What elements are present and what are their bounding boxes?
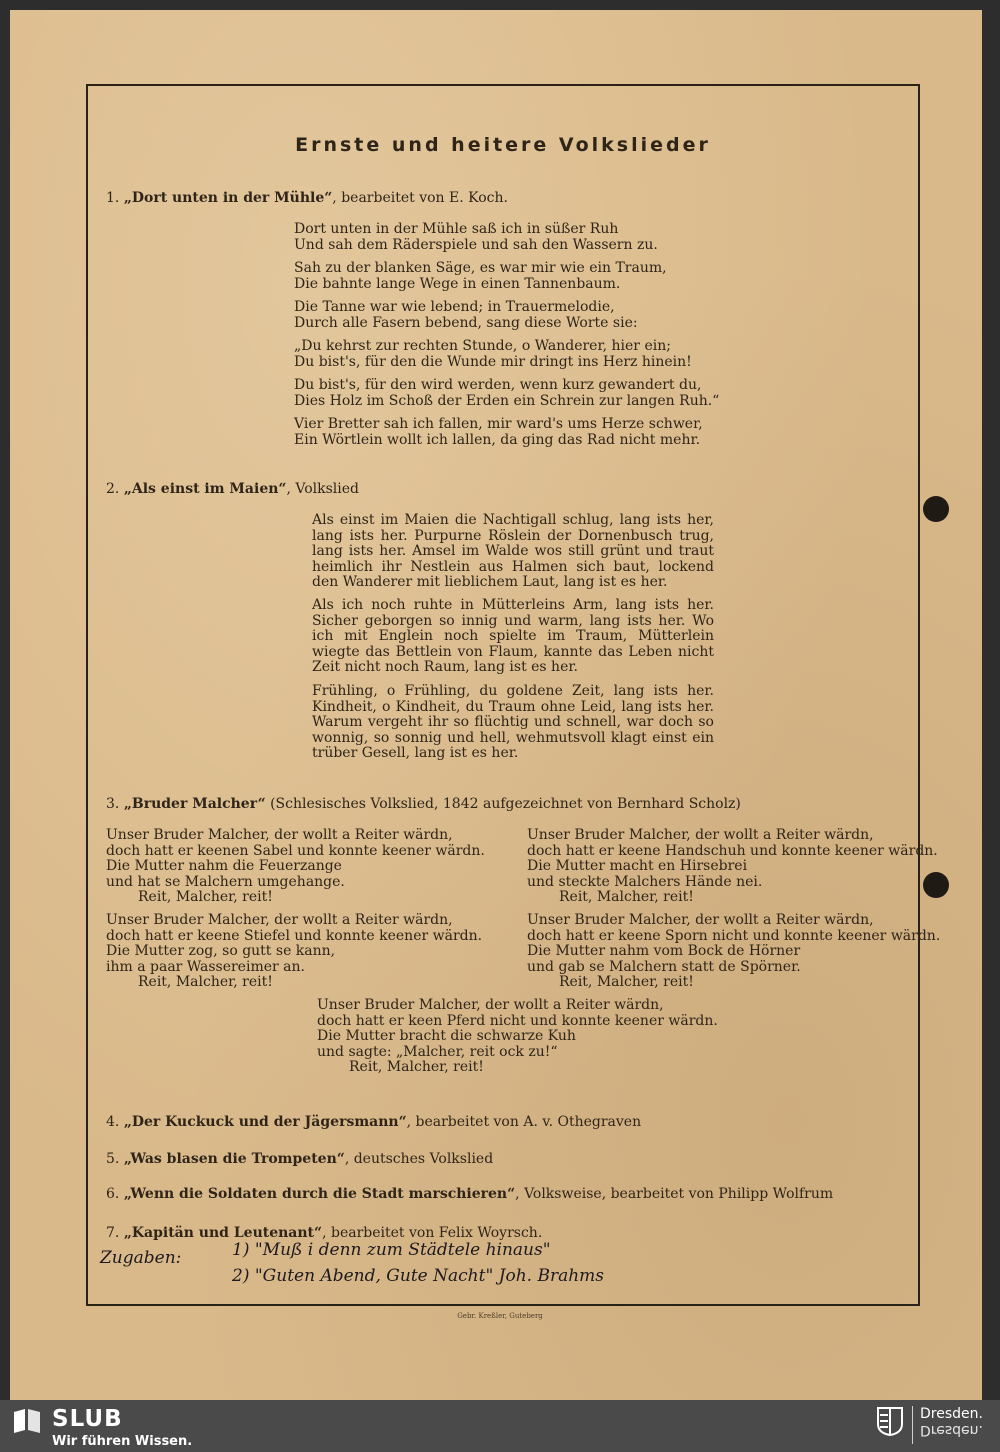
lyric-line: Die Tanne war wie lebend; in Trauermelodie, — [294, 299, 615, 315]
lyric-line: Durch alle Fasern bebend, sang diese Worte sie: — [294, 314, 638, 331]
song-title: „Bruder Malcher“ — [123, 796, 266, 812]
lyric-line: Die Mutter nahm vom Bock de Hörner — [527, 943, 801, 959]
slub-book-icon[interactable] — [12, 1408, 42, 1434]
punch-hole — [923, 496, 949, 522]
lyric-line: Unser Bruder Malcher, der wollt a Reiter wärdn, — [527, 912, 874, 928]
lyric-line: Dies Holz im Schoß der Erden ein Schrein zur langen Ruh.“ — [294, 392, 720, 409]
slub-logo-text[interactable]: SLUB — [52, 1406, 123, 1432]
lyric-line: und hat se Malchern umgehange. — [106, 873, 345, 890]
song-title: „Der Kuckuck und der Jägersmann“ — [123, 1114, 407, 1130]
handwritten-encore-2: 2) "Guten Abend, Gute Nacht" Joh. Brahms — [232, 1266, 605, 1286]
stanza — [294, 417, 719, 448]
stanza — [294, 339, 719, 370]
lyric-line: Du bist's, für den wird werden, wenn kurz gewandert du, — [294, 377, 702, 393]
song-title: „Wenn die Soldaten durch die Stadt marschieren“ — [123, 1186, 516, 1202]
lyric-line: Ein Wörtlein wollt ich lallen, da ging das Rad nicht mehr. — [294, 431, 701, 448]
song-title: „Als einst im Maien“ — [123, 481, 287, 497]
lyric-line: und sagte: „Malcher, reit ock zu!“ — [317, 1043, 558, 1060]
lyric-line: Unser Bruder Malcher, der wollt a Reiter wärdn, — [106, 912, 453, 928]
lyric-line: Und sah dem Räderspiele und sah den Wassern zu. — [294, 236, 658, 253]
lyric-line: „Du kehrst zur rechten Stunde, o Wanderer, hier ein; — [294, 338, 671, 354]
song-3-stanza-left-1 — [106, 828, 485, 906]
song-3-stanza-center — [317, 998, 718, 1076]
stanza — [294, 261, 719, 292]
lyric-line: Unser Bruder Malcher, der wollt a Reiter wärdn, — [106, 827, 453, 843]
lyric-line: Die Mutter bracht die schwarze Kuh — [317, 1028, 576, 1044]
song-heading-2: 2. „Als einst im Maien“, Volkslied — [106, 481, 359, 497]
viewer-footer-bar — [0, 1400, 1000, 1452]
lyric-line: Die bahnte lange Wege in einen Tannenbaum. — [294, 275, 621, 292]
song-3-stanza-right-1 — [527, 828, 938, 906]
lyric-line: und steckte Malchers Hände nei. — [527, 873, 763, 890]
song-2-stanza-2: Als ich noch ruhte in Mütterleins Arm, lang ists her. Sicher geborgen so innig und warm, lang ists her. Wo ich mit Englein noch spielte im Traum, Mütterlein wiegte das Bettlein von Flaum, kannte das Leben nicht Zeit nicht noch Raum, lang ist es her. — [312, 597, 714, 675]
song-title: „Kapitän und Leutenant“ — [123, 1225, 323, 1241]
lyric-line: und gab se Malchern statt de Spörner. — [527, 958, 801, 975]
lyric-line: Unser Bruder Malcher, der wollt a Reiter wärdn, — [317, 997, 664, 1013]
lyric-line: Unser Bruder Malcher, der wollt a Reiter wärdn, — [527, 827, 874, 843]
lyric-line: doch hatt er keene Stiefel und konnte keener wärdn. — [106, 927, 483, 944]
lyric-line: doch hatt er keen Pferd nicht und konnte keener wärdn. — [317, 1012, 718, 1029]
dresden-crest-icon — [876, 1406, 904, 1436]
lyric-line: Sah zu der blanken Säge, es war mir wie ein Traum, — [294, 260, 667, 276]
footer-divider — [912, 1406, 913, 1444]
lyric-line: doch hatt er keenen Sabel und konnte keener wärdn. — [106, 842, 485, 859]
song-title: „Dort unten in der Mühle“ — [123, 190, 333, 206]
lyric-line: Du bist's, für den die Wunde mir dringt ins Herz hinein! — [294, 353, 692, 370]
handwritten-encore-1: 1) "Muß i denn zum Städtele hinaus" — [232, 1240, 551, 1260]
song-heading-5: 5. „Was blasen die Trompeten“, deutsches Volkslied — [106, 1151, 494, 1167]
lyric-line: doch hatt er keene Handschuh und konnte keener wärdn. — [527, 842, 938, 859]
printer-imprint: Gebr. Kreßler, Guteberg — [457, 1312, 543, 1320]
lyric-line: ihm a paar Wassereimer an. — [106, 958, 305, 975]
lyric-line: Dort unten in der Mühle saß ich in süßer Ruh — [294, 221, 619, 237]
song-heading-6: 6. „Wenn die Soldaten durch die Stadt marschieren“, Volksweise, bearbeitet von Philipp Wolfrum — [106, 1186, 834, 1202]
song-2-stanza-3: Frühling, o Frühling, du goldene Zeit, lang ists her. Kindheit, o Kindheit, du Traum ohne Leid, lang ists her. Warum vergeht ihr so flüchtig und schnell, war doch so wonnig, so sonnig und hell, wehmutsvoll klagt einst ein trüber Gesell, lang ist es her. — [312, 683, 714, 761]
page-title: Ernste und heitere Volkslieder — [295, 134, 711, 156]
handwritten-encores-label: Zugaben: — [100, 1248, 182, 1268]
song-heading-1: 1. „Dort unten in der Mühle“, bearbeitet von E. Koch. — [106, 190, 508, 206]
lyric-line: Reit, Malcher, reit! — [138, 889, 273, 905]
song-heading-7: 7. „Kapitän und Leutenant“, bearbeitet von Felix Woyrsch. — [106, 1225, 543, 1241]
lyric-line: Die Mutter macht en Hirsebrei — [527, 858, 748, 874]
lyric-line: Die Mutter zog, so gutt se kann, — [106, 943, 336, 959]
song-2-stanza-1: Als einst im Maien die Nachtigall schlug, lang ists her, lang ists her. Purpurne Röslein der Dornenbusch trug, lang ists her. Amsel im Walde wos still grünt und traut heimlich ihr Nestlein aus Halmen sich baut, lockend den Wanderer mit lieblichem Laut, lang ist es her. — [312, 512, 714, 590]
stanza — [294, 300, 719, 331]
lyric-line: Reit, Malcher, reit! — [559, 889, 694, 905]
lyric-line: Die Mutter nahm die Feuerzange — [106, 858, 342, 874]
lyric-line: Reit, Malcher, reit! — [138, 974, 273, 990]
lyric-line: Reit, Malcher, reit! — [559, 974, 694, 990]
song-heading-4: 4. „Der Kuckuck und der Jägersmann“, bearbeitet von A. v. Othegraven — [106, 1114, 642, 1130]
lyric-line: Reit, Malcher, reit! — [349, 1059, 484, 1075]
song-3-stanza-right-2 — [527, 913, 940, 991]
slub-tagline: Wir führen Wissen. — [52, 1434, 193, 1449]
stanza — [294, 222, 719, 253]
dresden-logo-text[interactable]: Dresden. Dresden. — [920, 1406, 983, 1438]
lyric-line: Vier Bretter sah ich fallen, mir ward's ums Herze schwer, — [294, 416, 703, 432]
lyric-line: doch hatt er keene Sporn nicht und konnte keener wärdn. — [527, 927, 941, 944]
song-title: „Was blasen die Trompeten“ — [123, 1151, 345, 1167]
song-3-stanza-left-2 — [106, 913, 482, 991]
song-heading-3: 3. „Bruder Malcher“ (Schlesisches Volkslied, 1842 aufgezeichnet von Bernhard Scholz) — [106, 796, 741, 812]
stanza — [294, 378, 719, 409]
song-1-lyrics — [294, 222, 719, 456]
